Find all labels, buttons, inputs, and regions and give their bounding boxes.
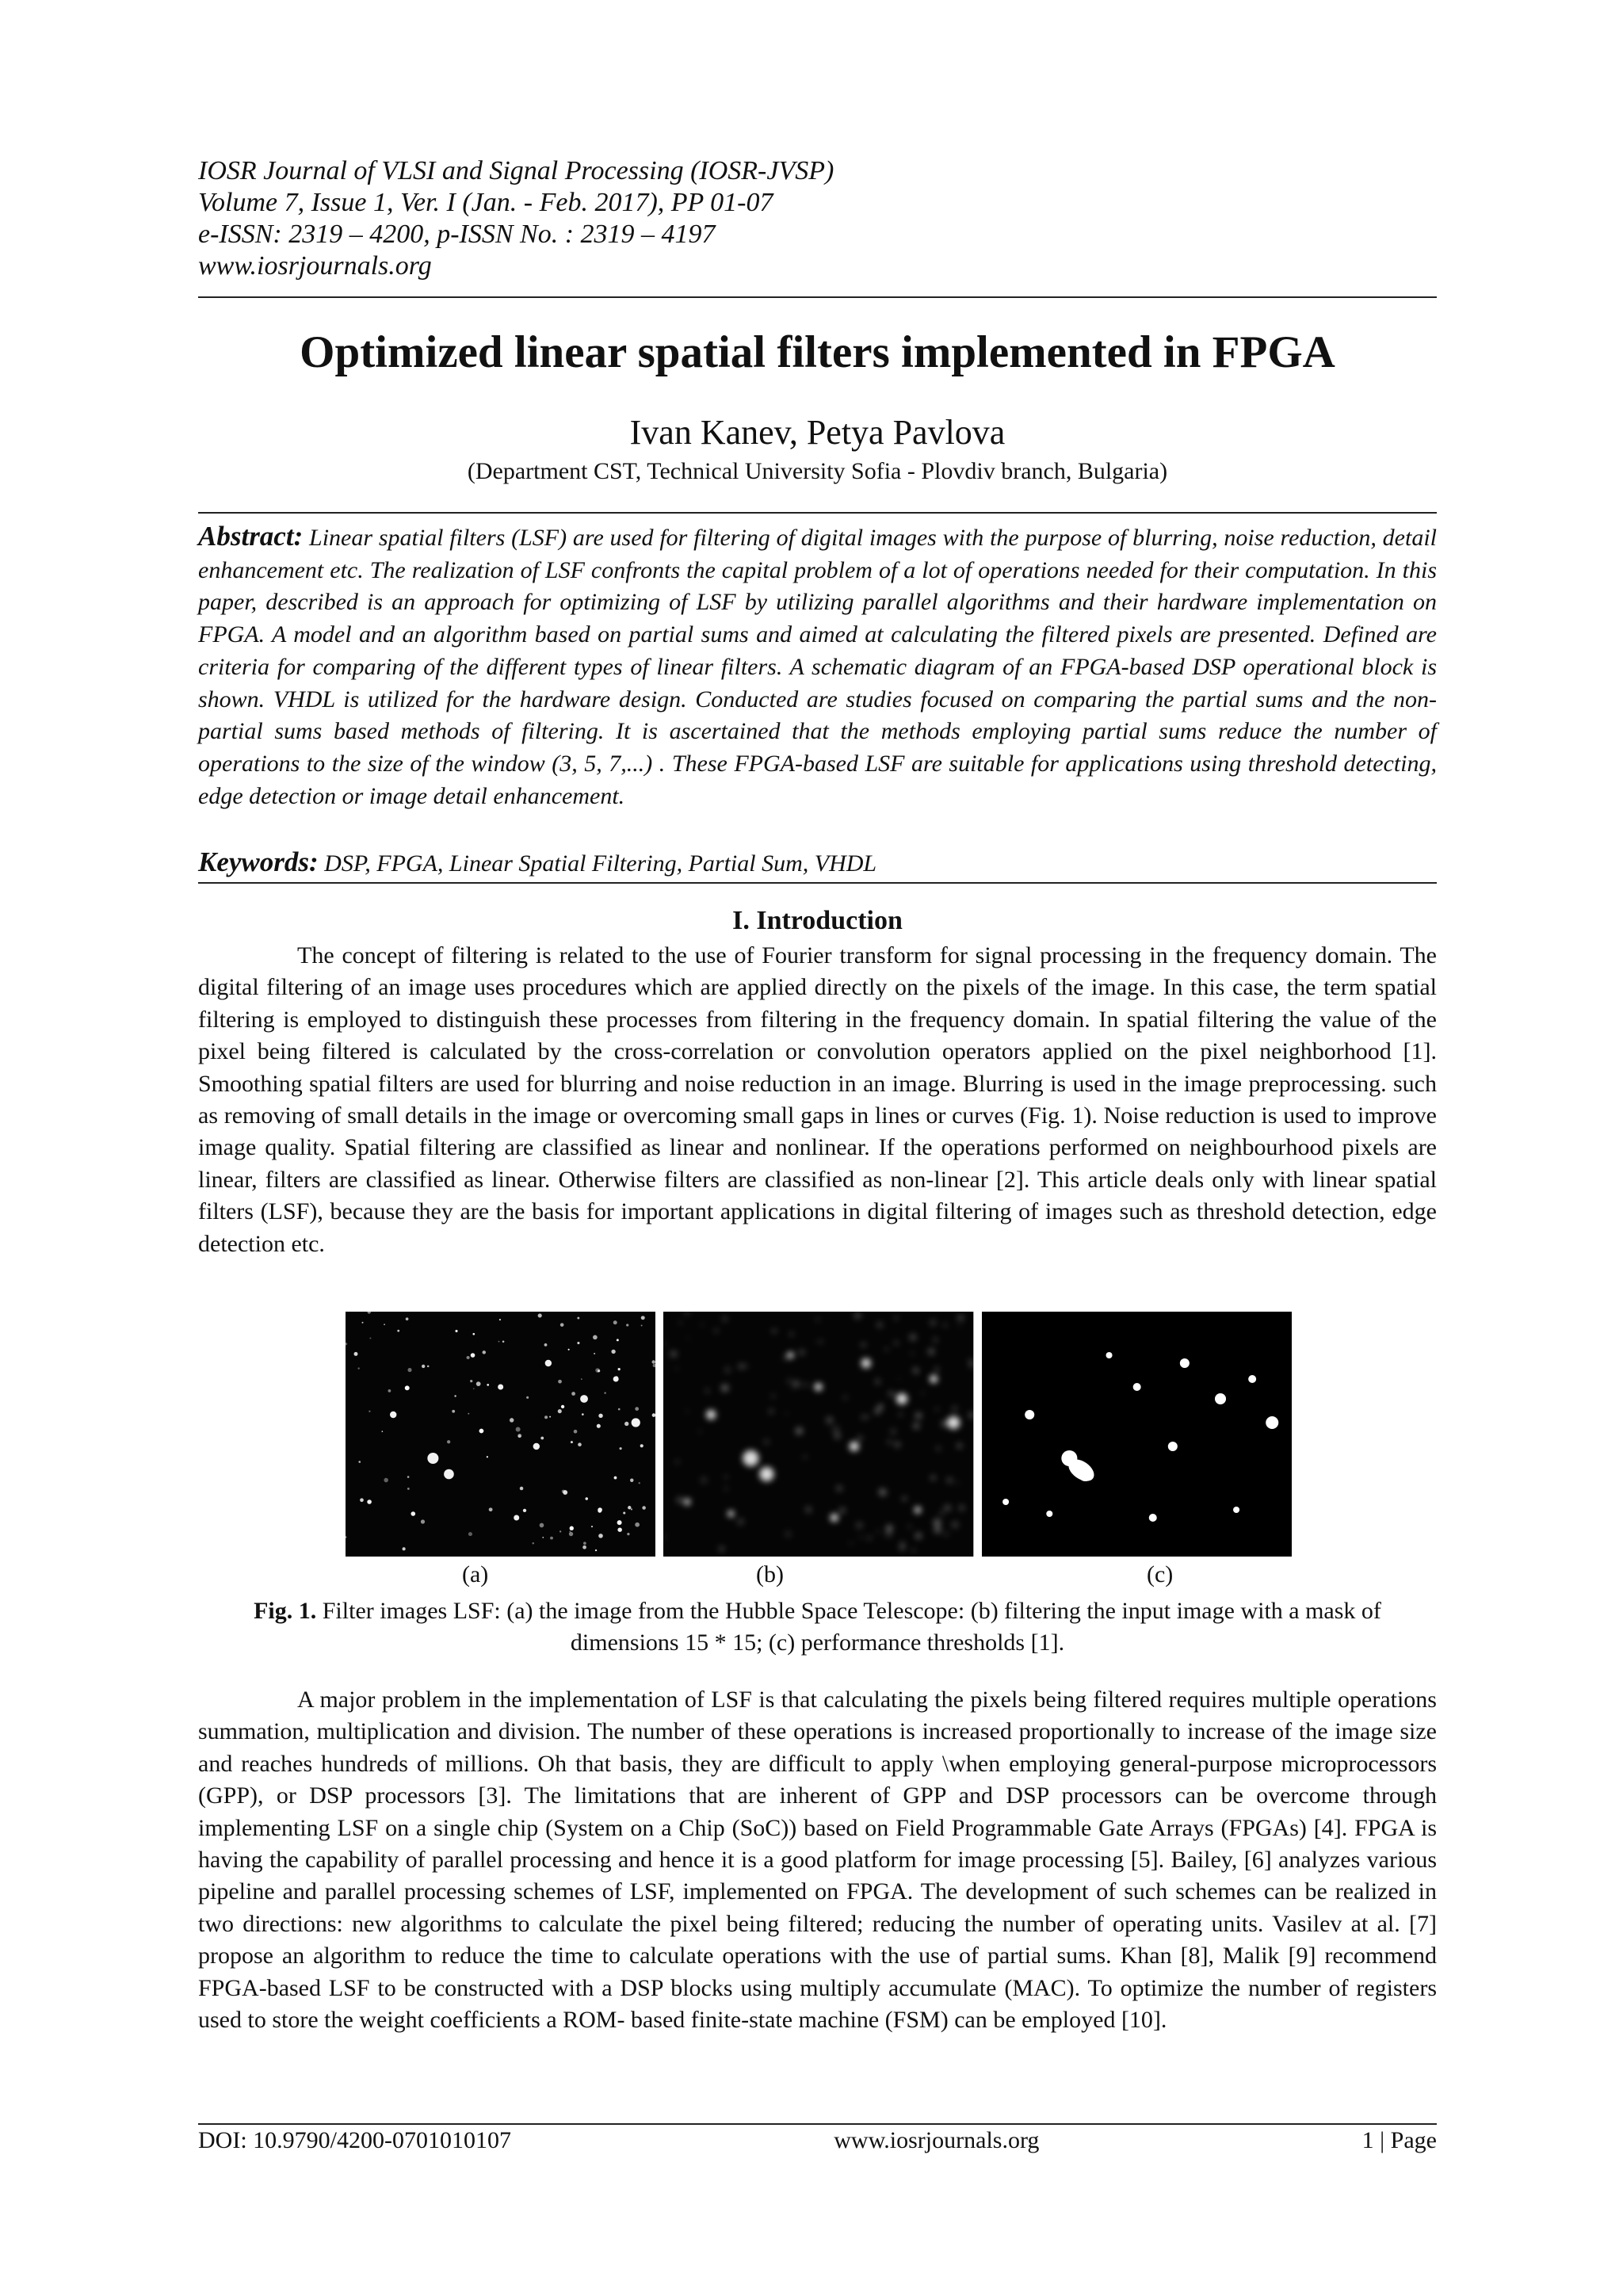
keywords-text: DSP, FPGA, Linear Spatial Filtering, Partial Sum, VHDL bbox=[324, 850, 877, 877]
figure-caption bbox=[198, 1595, 1437, 1659]
footer-rule bbox=[198, 2123, 1437, 2125]
journal-issn: e-ISSN: 2319 – 4200, p-ISSN No. : 2319 – 4197 bbox=[198, 220, 716, 249]
figure-1 bbox=[346, 1312, 1292, 1557]
abstract-text: Linear spatial filters (LSF) are used for filtering of digital images with the purpose of blurring, noise reduction, detail enhancement etc. The realization of LSF confronts the capital problem of a lot of operations needed for their computation. In this paper, described is an approach for optimizing of LSF by utilizing parallel algorithms and their hardware implementation on FPGA. A model and an algorithm based on partial sums and aimed at calculating the filtered pixels are presented. Defined are criteria for comparing of the different types of linear filters. A schematic diagram of an FPGA-based DSP operational block is shown. VHDL is utilized for the hardware design. Conducted are studies focused on comparing the partial sums and the non-partial sums based methods of filtering. It is ascertained that the methods employing partial sums reduce the number of operations to the size of the window (3, 5, 7,...) . These FPGA-based LSF are suitable for applications using threshold detecting, edge detection or image detail enhancement. bbox=[198, 525, 1438, 809]
abstract-top-rule bbox=[198, 512, 1437, 514]
body-paragraph-1: The concept of filtering is related to the use of Fourier transform for signal processing in the frequency domain. The digital filtering of an image uses procedures which are applied directly on the pixels of the image. In this case, the term spatial filtering is employed to distinguish these processes from filtering in the frequency domain. In spatial filtering the value of the pixel being filtered is calculated by the cross-correlation or convolution operators applied on the pixel neighborhood [1]. Smoothing spatial filters are used for blurring and noise reduction in an image. Blurring is used in the image preprocessing. such as removing of small details in the image or overcoming small gaps in lines or curves (Fig. 1). Noise reduction is used to improve image quality. Spatial filtering are classified as linear and nonlinear. If the operations performed on neighbourhood pixels are linear, filters are classified as linear. Otherwise filters are classified as non-linear [2]. This article deals only with linear spatial filters (LSF), because they are the basis for important applications in digital filtering of images such as threshold detection, edge detection etc. bbox=[198, 942, 1437, 1257]
abstract-label: Abstract: bbox=[198, 521, 304, 552]
figure-panel-b bbox=[663, 1312, 973, 1557]
figure-label-a: (a) bbox=[462, 1561, 489, 1587]
figure-panel-c bbox=[982, 1312, 1292, 1557]
footer-page-number: 1 | Page bbox=[1361, 2127, 1437, 2153]
abstract bbox=[198, 521, 1437, 812]
footer-site: www.iosrjournals.org bbox=[834, 2127, 1040, 2153]
journal-website: www.iosrjournals.org bbox=[198, 251, 432, 281]
keywords bbox=[198, 846, 876, 878]
blurred-image bbox=[663, 1312, 973, 1557]
journal-name: IOSR Journal of VLSI and Signal Processing (IOSR-JVSP) bbox=[198, 156, 834, 185]
journal-volume: Volume 7, Issue 1, Ver. I (Jan. - Feb. 2017), PP 01-07 bbox=[198, 188, 773, 217]
paper-authors: Ivan Kanev, Petya Pavlova bbox=[629, 413, 1006, 452]
journal-header bbox=[198, 155, 834, 282]
section-title-introduction: I. Introduction bbox=[732, 906, 903, 935]
figure-label-c: (c) bbox=[1147, 1561, 1174, 1587]
abstract-bottom-rule bbox=[198, 882, 1437, 884]
figure-panel-a bbox=[346, 1312, 655, 1557]
paper-title: Optimized linear spatial filters implemented in FPGA bbox=[300, 327, 1335, 377]
figure-caption-label: Fig. 1. bbox=[254, 1598, 317, 1624]
figure-label-b: (b) bbox=[756, 1561, 784, 1587]
header-rule bbox=[198, 296, 1437, 298]
paper-affiliation: (Department CST, Technical University Sofia - Plovdiv branch, Bulgaria) bbox=[467, 458, 1168, 484]
keywords-label: Keywords: bbox=[198, 846, 319, 877]
figure-caption-text: Filter images LSF: (a) the image from the Hubble Space Telescope: (b) filtering the input image with a mask of dimensions 15 * 15; (c) performance thresholds [1]. bbox=[316, 1598, 1381, 1656]
page-footer bbox=[198, 2127, 1437, 2154]
body-paragraph-2: A major problem in the implementation of LSF is that calculating the pixels being filtered requires multiple operations summation, multiplication and division. The number of these operations is increased proportionally to increase of the image size and reaches hundreds of millions. Oh that basis, they are difficult to apply \when employing general-purpose microprocessors (GPP), or DSP processors [3]. The limitations that are inherent of GPP and DSP processors can be overcome through implementing LSF on a single chip (System on a Chip (SoC)) based on Field Programmable Gate Arrays (FPGAs) [4]. FPGA is having the capability of parallel processing and hence it is a good platform for image processing [5]. Bailey, [6] analyzes various pipeline and parallel processing schemes of LSF, implemented on FPGA. The development of such schemes can be realized in two directions: new algorithms to calculate the pixel being filtered; reducing the number of operating units. Vasilev at al. [7] propose an algorithm to reduce the time to calculate operations with the use of partial sums. Khan [8], Malik [9] recommend FPGA-based LSF to be constructed with a DSP blocks using multiply accumulate (MAC). To optimize the number of registers used to store the weight coefficients a ROM- based finite-state machine (FSM) can be employed [10]. bbox=[198, 1687, 1437, 2034]
hubble-image bbox=[346, 1312, 655, 1557]
footer-doi: DOI: 10.9790/4200-0701010107 bbox=[198, 2127, 511, 2153]
threshold-image bbox=[982, 1312, 1292, 1557]
